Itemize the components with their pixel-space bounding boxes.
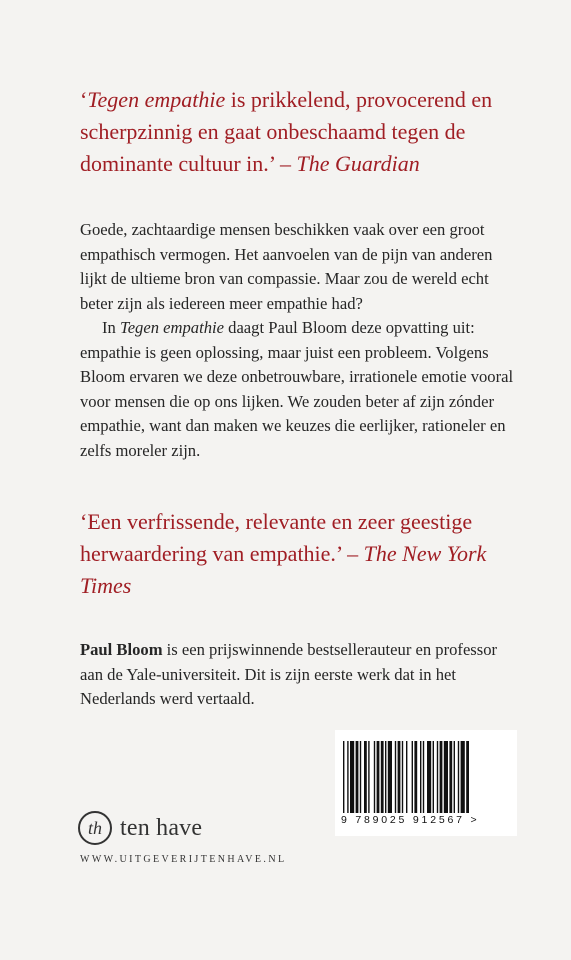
barcode-bar <box>356 741 359 813</box>
barcode-bar <box>466 741 469 813</box>
barcode-bar <box>395 741 396 813</box>
author-name: Paul Bloom <box>80 640 163 659</box>
barcode-bar <box>381 741 384 813</box>
publisher-logo <box>78 808 202 848</box>
barcode-bar <box>437 741 438 813</box>
barcode-bar <box>458 741 459 813</box>
barcode-bar <box>360 741 361 813</box>
blurb-p2-start: In <box>102 318 120 337</box>
barcode-bar <box>444 741 448 813</box>
barcode-bar <box>454 741 455 813</box>
barcode-bar <box>461 741 465 813</box>
blurb-p2-rest: daagt Paul Bloom deze opvatting uit: empathie is geen oplossing, maar juist een probleem. Volgens Bloom ervaren we deze onbetrouwbare, irrationele emotie vooral voor mensen die op ons lijken. We zouden beter af zijn zónder empathie, want dan maken we keuzes die eerlijker, rationeler en zelfs moreler zijn. <box>80 318 514 460</box>
barcode-bar <box>420 741 421 813</box>
barcode-bar <box>388 741 392 813</box>
blurb-book-title: Tegen empathie <box>119 318 224 337</box>
barcode-bar <box>343 741 344 813</box>
barcode-bars <box>343 741 509 813</box>
barcode-bar <box>414 741 417 813</box>
book-blurb <box>80 218 520 463</box>
quote-source: The New York Times <box>80 541 487 598</box>
blurb-paragraph-1: Goede, zachtaardige mensen beschikken vaak over een groot empathisch vermogen. Het aanvoelen van de pijn van anderen lijkt de ultieme bron van compassie. Maar zou de wereld echt beter zijn als iedereen meer empathie had? <box>80 220 493 313</box>
barcode-bar <box>347 741 348 813</box>
quote-open-mark: ‘ <box>80 87 88 112</box>
blurb-paragraph-2 <box>80 316 520 463</box>
barcode-bar <box>423 741 424 813</box>
author-bio <box>80 638 520 712</box>
review-quote-guardian <box>80 84 520 180</box>
barcode-bar <box>350 741 354 813</box>
isbn-number: 9 789025 912567 > <box>341 814 480 826</box>
quote-line-1: is prikkelend, provocerend en <box>225 87 493 112</box>
barcode-bar <box>440 741 443 813</box>
barcode-bar <box>374 741 375 813</box>
publisher-name: ten have <box>120 814 203 841</box>
barcode-bar <box>402 741 403 813</box>
barcode-bar <box>398 741 401 813</box>
barcode-bar <box>433 741 434 813</box>
barcode-bar <box>449 741 452 813</box>
barcode-bar <box>412 741 413 813</box>
publisher-url: WWW.UITGEVERIJTENHAVE.NL <box>80 854 287 865</box>
barcode-bar <box>406 741 407 813</box>
barcode-bar <box>427 741 431 813</box>
isbn-barcode <box>335 730 517 836</box>
quote-source: The Guardian <box>296 151 420 176</box>
quote-book-title: Tegen empathie <box>87 87 226 112</box>
barcode-bar <box>364 741 367 813</box>
barcode-bar <box>377 741 380 813</box>
quote-text: ‘Een verfrissende, relevante en zeer geestige herwaardering van empathie.’ – <box>80 509 473 566</box>
author-bio-text: is een prijswinnende bestsellerauteur en professor aan de Yale-universiteit. Dit is zijn eerste werk dat in het Nederlands werd vertaald. <box>80 640 498 708</box>
quote-line-3: dominante cultuur in.’ – <box>80 151 297 176</box>
quote-line-2: scherpzinnig en gaat onbeschaamd tegen de <box>80 119 466 144</box>
barcode-bar <box>368 741 369 813</box>
publisher-logo-mark: th <box>78 811 112 845</box>
review-quote-nyt <box>80 506 540 602</box>
barcode-bar <box>385 741 386 813</box>
